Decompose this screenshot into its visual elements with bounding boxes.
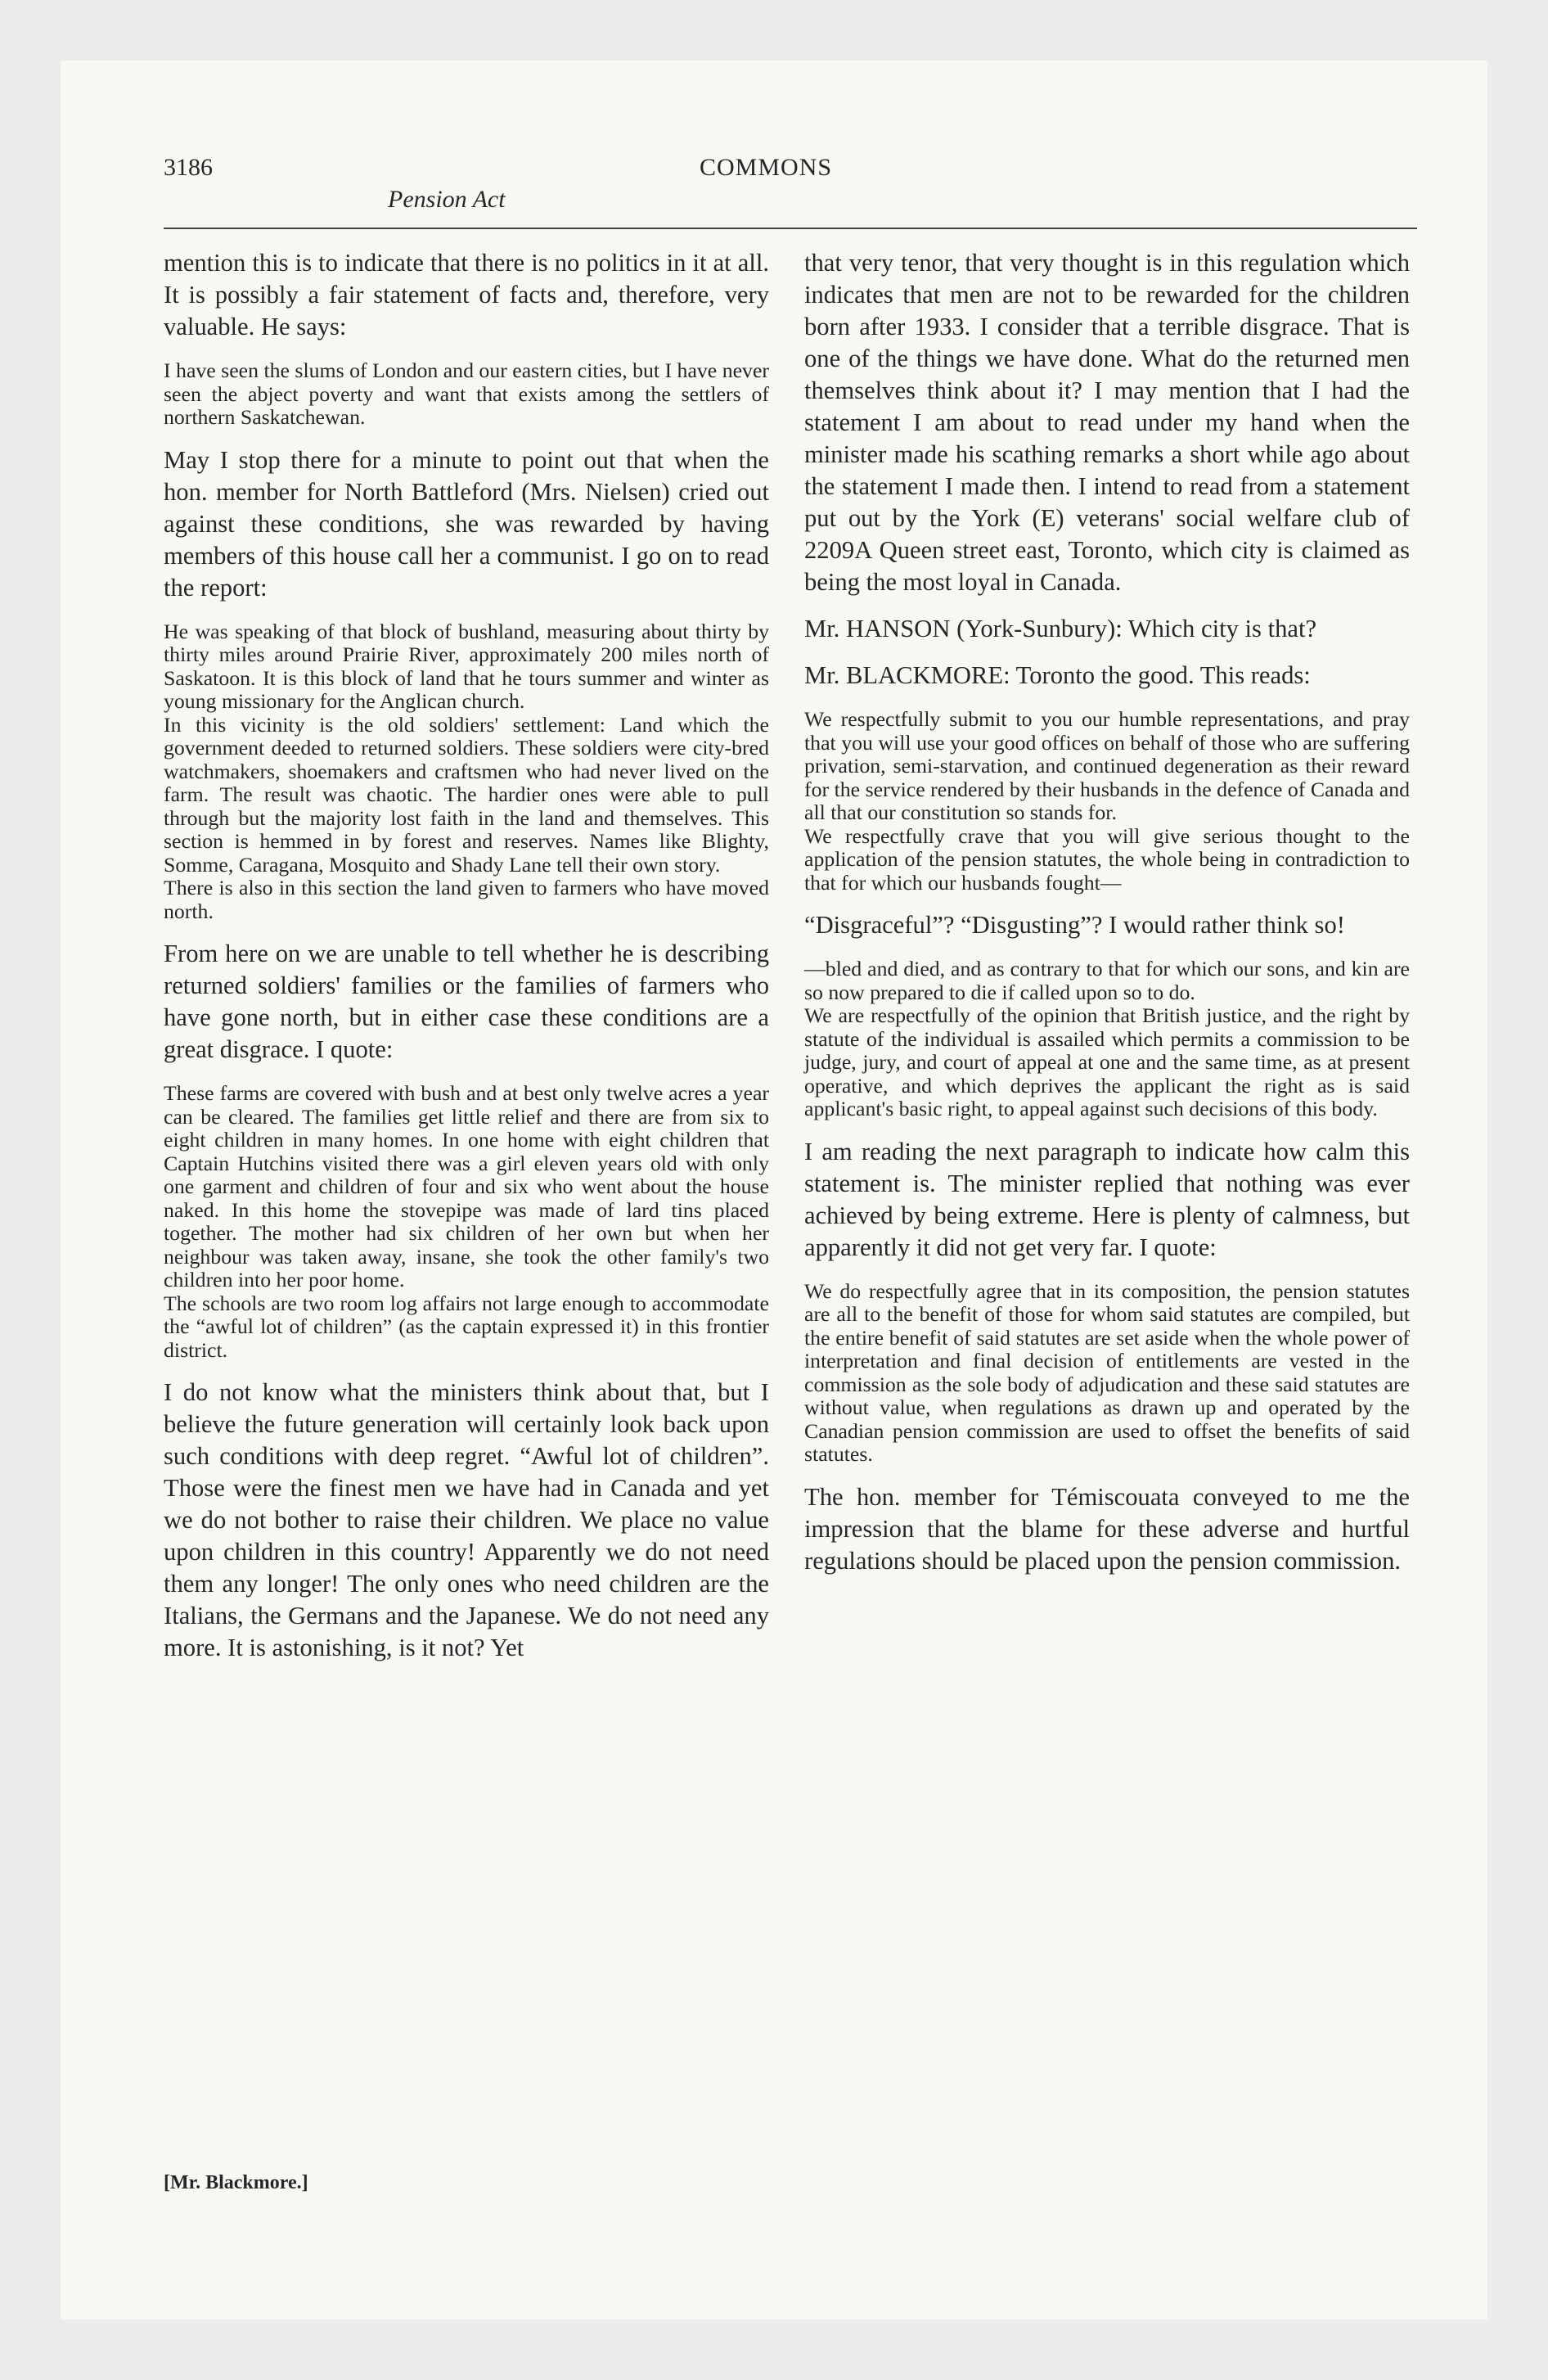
paragraph: From here on we are unable to tell whether he is describing returned soldiers' families or the families of farmers who have gone north, but in either case these conditions are a great disgrace. I quote: xyxy=(164,940,769,1063)
speaker-footer: [Mr. Blackmore.] xyxy=(164,2172,308,2193)
quote: He was speaking of that block of bushland, measuring about thirty by thirty miles around Prairie River, approximately 200 miles north of Saskatoon. It is this block of land that he tours summer and winter as young missionary for the Anglican church. xyxy=(164,619,769,713)
paragraph: I am reading the next paragraph to indicate how calm this statement is. The minister replied that nothing was ever achieved by being extreme. Here is plenty of calmness, but apparently it did not get very far. I quote: xyxy=(804,1137,1410,1261)
quote: We respectfully crave that you will give serious thought to the application of the pension statutes, the whole being in contradiction to that for which our husbands fought— xyxy=(804,823,1410,895)
page-title: COMMONS xyxy=(700,154,833,181)
paragraph: “Disgraceful”? “Disgusting”? I would rather think so! xyxy=(804,911,1345,939)
quote: —bled and died, and as contrary to that for which our sons, and kin are so now prepared to die if called upon so to do. xyxy=(804,957,1410,1004)
header-rule xyxy=(164,228,1417,229)
paragraph: that very tenor, that very thought is in this regulation which indicates that men are not to be rewarded for the children born after 1933. I consider that a terrible disgrace. That is one of the things we have done. What do the returned men themselves think about it? I may mention that I had the statement I am about to read under my hand when the minister made his scathing remarks a short while ago about the statement I made then. I intend to read from a statement put out by the York (E) veterans' social welfare club of 2209A Queen street east, Toronto, which city is claimed as being the most loyal in Canada. xyxy=(804,249,1410,596)
quote: In this vicinity is the old soldiers' settlement: Land which the government deeded to returned soldiers. These soldiers were city-bred watchmakers, shoemakers and craftsmen who had never lived on the farm. The result was chaotic. The hardier ones were able to pull through but the majority lost faith in the land and themselves. This section is hemmed in by forest and reserves. Names like Blighty, Somme, Caragana, Mosquito and Shady Lane tell their own story. xyxy=(164,712,769,877)
page-subtitle: Pension Act xyxy=(388,186,506,213)
quote: The schools are two room log affairs not large enough to accommodate the “awful lot of children” (as the captain expressed it) in this frontier district. xyxy=(164,1291,769,1362)
quote: I have seen the slums of London and our eastern cities, but I have never seen the abject poverty and want that exists among the settlers of northern Saskatchewan. xyxy=(164,358,769,429)
paragraph: Mr. BLACKMORE: Toronto the good. This reads: xyxy=(804,661,1311,689)
paragraph: Mr. HANSON (York-Sunbury): Which city is that? xyxy=(804,615,1317,642)
quote: We respectfully submit to you our humble representations, and pray that you will use your good offices on behalf of those who are suffering privation, semi-starvation, and continued degeneration as their reward for the service rendered by their husbands in the defence of Canada and all that our constitution so stands for. xyxy=(804,707,1410,824)
paragraph: May I stop there for a minute to point out that when the hon. member for North Battleford (Mrs. Nielsen) cried out against these conditions, she was rewarded by having members of this house call her a communist. I go on to read the report: xyxy=(164,445,769,602)
quote: There is also in this section the land given to farmers who have moved north. xyxy=(164,876,769,923)
page-number: 3186 xyxy=(164,154,213,181)
left-column xyxy=(164,247,769,1664)
paragraph: I do not know what the ministers think about that, but I believe the future generation will certainly look back upon such conditions with deep regret. “Awful lot of children”. Those were the finest men we have had in Canada and yet we do not bother to raise their children. We place no value upon children in this country! Apparently we do not need them any longer! The only ones who need children are the Italians, the Germans and the Japanese. We do not need any more. It is astonishing, is it not? Yet xyxy=(164,1378,769,1661)
quote: We do respectfully agree that in its composition, the pension statutes are all to the benefit of those for whom said statutes are compiled, but the entire benefit of said statutes are set aside when the whole power of interpretation and final decision of entitlements are vested in the commission as the sole body of adjudication and these said statutes are without value, when regulations as drawn up and operated by the Canadian pension commission are used to offset the benefits of said statutes. xyxy=(804,1278,1410,1466)
quote: We are respectfully of the opinion that British justice, and the right by statute of the individual is assailed which permits a commission to be judge, jury, and court of appeal at one and the same time, as at present operative, and which deprives the applicant the right as is said applicant's basic right, to appeal against such decisions of this body. xyxy=(804,1003,1410,1120)
quote: These farms are covered with bush and at best only twelve acres a year can be cleared. The families get little relief and there are from six to eight children in many homes. In one home with eight children that Captain Hutchins visited there was a girl eleven years old with only one garment and children of four and six who went about the house naked. In this home the stovepipe was made of lard tins placed together. The mother had six children of her own but when her neighbour was taken away, insane, she took the other family's two children into her poor home. xyxy=(164,1081,769,1291)
paragraph: The hon. member for Témiscouata conveyed to me the impression that the blame for these adverse and hurtful regulations should be placed upon the pension commission. xyxy=(804,1482,1410,1575)
paragraph: mention this is to indicate that there is no politics in it at all. It is possibly a fair statement of facts and, therefore, very valuable. He says: xyxy=(164,249,769,340)
right-column xyxy=(804,247,1410,1577)
